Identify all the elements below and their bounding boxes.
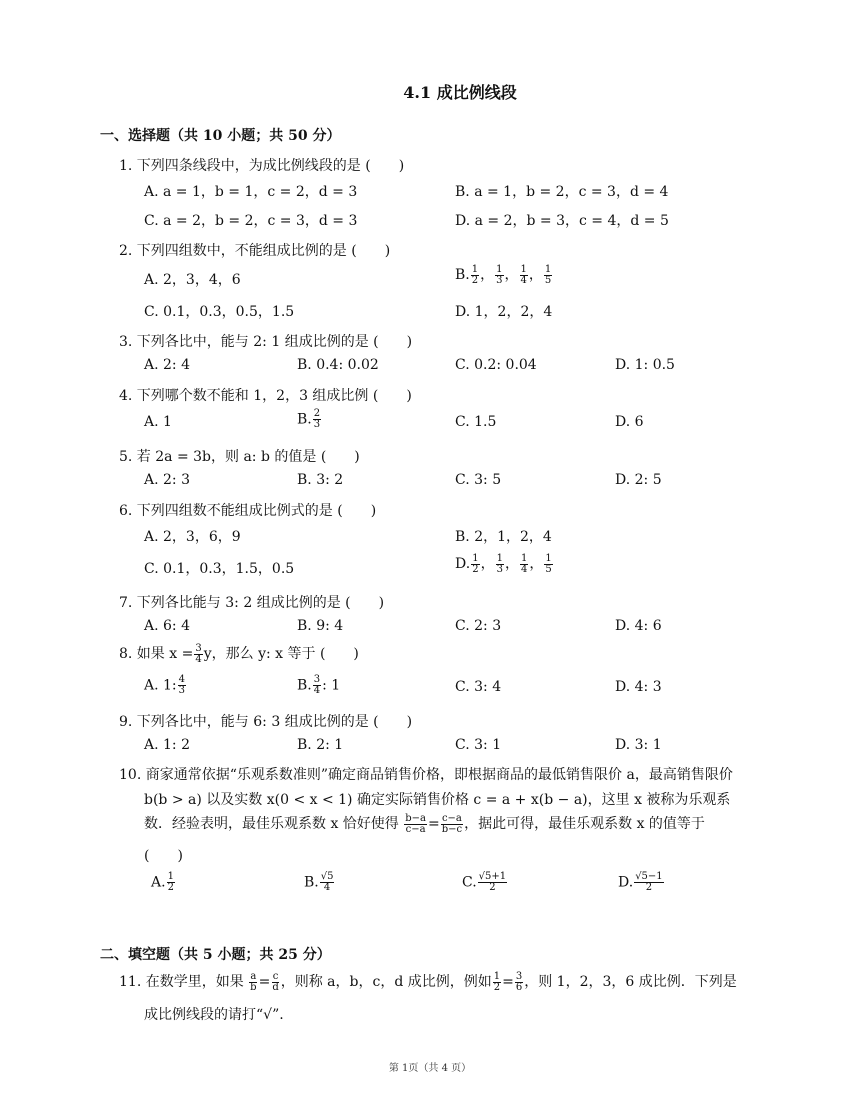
fraction: $\frac{1}{4}$	[520, 263, 527, 286]
question-8-stem	[119, 643, 359, 665]
q10-line-3-prefix: 数．经验表明，最佳乐观系数 x 恰好使得	[144, 816, 399, 832]
q4-option-b-prefix: B.	[297, 411, 312, 428]
q5-option-a: A. 2: 3	[144, 472, 190, 488]
q7-option-b: B. 9: 4	[297, 618, 344, 634]
q9-option-b: B. 2: 1	[297, 737, 344, 753]
question-2-stem: 2. 下列四组数中，不能组成比例的是 ( )	[119, 243, 391, 259]
q10-option-a	[151, 872, 176, 893]
q8-option-b-suffix: : 1	[322, 677, 341, 694]
section-heading-fill-in: 二、填空题（共 5 小题；共 25 分）	[100, 947, 331, 963]
q6-option-a: A. 2，3，6，9	[144, 529, 241, 545]
q8-stem-prefix: 8. 如果 x =	[119, 646, 194, 662]
q2-option-a: A. 2，3，4，6	[144, 272, 241, 288]
fraction: $\frac{c}{d}$	[272, 970, 279, 993]
question-10-line-3	[144, 813, 705, 835]
fraction: $\frac{1}{2}$	[493, 970, 501, 993]
equals-sign: =	[428, 816, 440, 832]
q10-option-a-prefix: A.	[151, 874, 166, 891]
fraction: $\frac{3}{6}$	[515, 970, 523, 993]
q4-option-b	[297, 409, 322, 430]
fraction: $\frac{1}{3}$	[496, 552, 503, 575]
q1-option-d: D. a = 2，b = 3，c = 4，d = 5	[455, 213, 669, 229]
question-4-stem: 4. 下列哪个数不能和 1，2，3 组成比例 ( )	[119, 388, 412, 404]
q7-option-d: D. 4: 6	[615, 618, 662, 634]
question-6-stem: 6. 下列四组数不能组成比例式的是 ( )	[119, 503, 377, 519]
q6-option-b: B. 2，1，2，4	[455, 529, 552, 545]
q10-option-c-prefix: C.	[462, 874, 477, 891]
q2-option-b-prefix: B.	[455, 267, 470, 283]
q10-option-d-prefix: D.	[618, 874, 634, 891]
q6-option-d: D. $\frac{1}{2}$ ， $\frac{1}{3}$ ， $\frac{1}{4}$ ， $\frac{1}{5}$	[455, 552, 552, 575]
q4-option-a: A. 1	[144, 414, 172, 430]
q3-option-d: D. 1: 0.5	[615, 357, 675, 373]
q10-option-b	[304, 872, 335, 893]
q2-option-d: D. 1，2，2，4	[455, 304, 553, 320]
section-heading-choice: 一、选择题（共 10 小题；共 50 分）	[100, 128, 341, 144]
fraction: $\frac{c-a}{b-c}$	[441, 812, 463, 835]
question-10-line-2: b(b > a) 以及实数 x(0 < x < 1) 确定实际销售价格 c = a + x(b − a)，这里 x 被称为乐观系	[144, 792, 731, 808]
fraction: $\frac{b-a}{c-a}$	[405, 812, 426, 835]
q8-option-a-prefix: A. 1:	[144, 677, 177, 694]
fraction: $\frac{a}{b}$	[250, 970, 257, 993]
q1-option-a: A. a = 1，b = 1，c = 2，d = 3	[144, 184, 358, 200]
q2-option-c: C. 0.1，0.3，0.5，1.5	[144, 304, 295, 320]
q11-middle: ，则称 a，b，c，d 成比例，例如	[280, 974, 492, 990]
fraction: $\frac{2}{3}$	[313, 408, 321, 430]
question-1-stem: 1. 下列四条线段中，为成比例线段的是 ( )	[119, 158, 405, 174]
fraction: $\frac{1}{5}$	[544, 263, 552, 286]
question-11-line-1	[119, 971, 737, 993]
q9-option-d: D. 3: 1	[615, 737, 662, 753]
q6-option-d-prefix: D.	[455, 556, 471, 572]
q8-option-a	[144, 675, 187, 696]
fraction: $\frac{1}{2}$	[471, 263, 479, 286]
question-7-stem: 7. 下列各比能与 3: 2 组成比例的是 ( )	[119, 595, 385, 611]
fraction: $\frac{1}{2}$	[167, 871, 174, 893]
q8-option-c: C. 3: 4	[455, 679, 502, 695]
q9-option-c: C. 3: 1	[455, 737, 502, 753]
q6-option-c: C. 0.1，0.3，1.5，0.5	[144, 561, 295, 577]
fraction: $\frac{3}{4}$	[195, 642, 202, 665]
q1-option-b: B. a = 1，b = 2，c = 3，d = 4	[455, 184, 669, 200]
q5-option-d: D. 2: 5	[615, 472, 662, 488]
q1-option-c: C. a = 2，b = 2，c = 3，d = 3	[144, 213, 358, 229]
q8-option-d: D. 4: 3	[615, 679, 662, 695]
question-3-stem: 3. 下列各比中，能与 2: 1 组成比例的是 ( )	[119, 334, 413, 350]
q3-option-b: B. 0.4: 0.02	[297, 357, 379, 373]
q9-option-a: A. 1: 2	[144, 737, 190, 753]
equals-sign: =	[258, 974, 271, 990]
question-11-line-2: 成比例线段的请打“√”.	[144, 1007, 284, 1023]
q4-option-c: C. 1.5	[455, 414, 497, 430]
q5-option-b: B. 3: 2	[297, 472, 344, 488]
fraction: $\frac{√5}{4}$	[320, 871, 334, 893]
q10-option-c	[462, 872, 508, 893]
fraction: $\frac{3}{4}$	[313, 674, 321, 696]
q11-suffix: ，则 1，2，3，6 成比例．下列是	[524, 974, 737, 990]
q11-prefix: 11. 在数学里，如果	[119, 974, 244, 990]
fraction: $\frac{√5-1}{2}$	[635, 871, 663, 893]
fraction: $\frac{1}{3}$	[496, 263, 503, 286]
question-9-stem: 9. 下列各比中，能与 6: 3 组成比例的是 ( )	[119, 714, 413, 730]
q7-option-a: A. 6: 4	[144, 618, 190, 634]
fraction: $\frac{√5+1}{2}$	[478, 871, 507, 893]
q4-option-d: D. 6	[615, 414, 644, 430]
q8-option-b-prefix: B.	[297, 677, 312, 694]
q3-option-a: A. 2: 4	[144, 357, 190, 373]
q10-option-d	[618, 872, 665, 893]
fraction: $\frac{1}{2}$	[472, 552, 479, 575]
fraction: $\frac{1}{5}$	[545, 552, 552, 575]
question-5-stem: 5. 若 2a = 3b，则 a: b 的值是 ( )	[119, 449, 360, 465]
q5-option-c: C. 3: 5	[455, 472, 502, 488]
page-title: 4.1 成比例线段	[403, 83, 517, 102]
q3-option-c: C. 0.2: 0.04	[455, 357, 537, 373]
fraction: $\frac{4}{3}$	[178, 674, 186, 696]
question-10-line-4: ( )	[144, 848, 183, 864]
page-footer: 第 1页（共 4 页）	[388, 1063, 472, 1074]
q10-line-3-suffix: ，据此可得，最佳乐观系数 x 的值等于	[464, 816, 705, 832]
fraction: $\frac{1}{4}$	[520, 552, 528, 575]
question-10-line-1: 10. 商家通常依据“乐观系数准则”确定商品销售价格，即根据商品的最低销售限价 a，最高销售限价	[119, 767, 733, 783]
q2-option-b: B. $\frac{1}{2}$ ， $\frac{1}{3}$ ， $\frac{1}{4}$ ， $\frac{1}{5}$	[455, 263, 552, 286]
q10-option-b-prefix: B.	[304, 874, 319, 891]
q8-stem-suffix: y，那么 y: x 等于 ( )	[203, 646, 359, 662]
equals-sign: =	[502, 974, 514, 990]
q7-option-c: C. 2: 3	[455, 618, 502, 634]
q8-option-b	[297, 675, 340, 696]
